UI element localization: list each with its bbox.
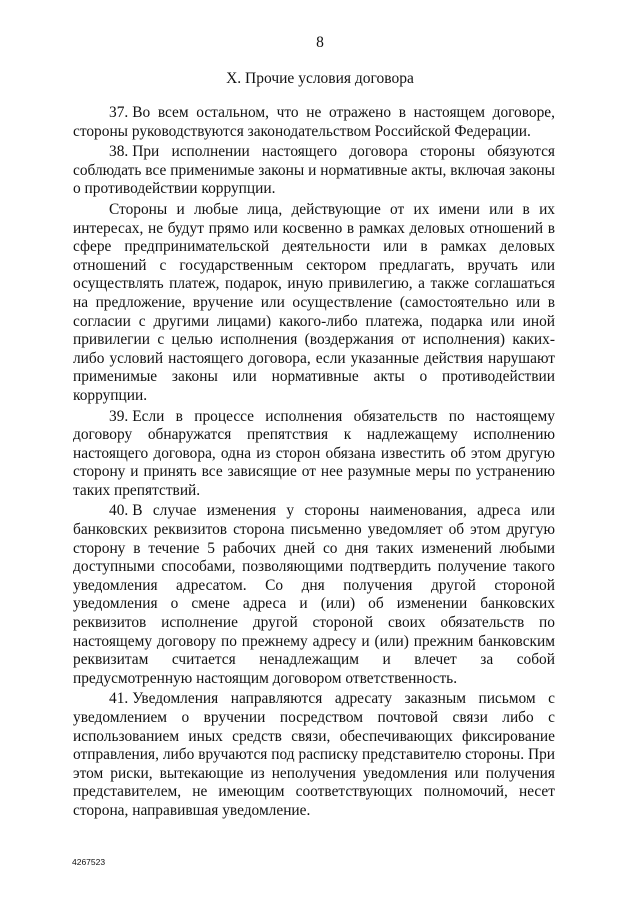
section-title: X. Прочие условия договора <box>226 70 414 87</box>
clause-text: При исполнении настоящего договора стороны обязуются соблюдать все применимые законы и нормативные акты, включая законы о противодействии коррупции. <box>73 143 555 198</box>
clause-number: 40. <box>109 502 129 520</box>
clause-text: Во всем остальном, что не отражено в настоящем договоре, стороны руководствуются законодательством Российской Федерации. <box>73 104 555 140</box>
clause-39 <box>73 408 555 501</box>
clause-38-continuation <box>73 201 555 406</box>
clause-38 <box>73 143 555 199</box>
document-body <box>73 104 555 823</box>
clause-number: 41. <box>109 690 129 708</box>
clause-number: 38. <box>109 143 129 161</box>
document-code: 4267523 <box>72 857 106 867</box>
clause-text: Стороны и любые лица, действующие от их имени или в их интересах, не будут прямо или косвенно в рамках деловых отношений в сфере предпринимательской деятельности или в рамках деловых отношений с государственным сектором предлагать, вручать или осуществлять платеж, подарок, иную привилегию, а также соглашаться на предложение, вручение или осуществление (самостоятельно или в согласии с другими лицами) какого-либо платежа, подарка или иной привилегии с целью исполнения (воздержания от исполнения) каких-либо условий настоящего договора, если указанные действия нарушают применимые законы или нормативные акты о противодействии коррупции. <box>73 200 555 404</box>
clause-40 <box>73 502 555 688</box>
clause-number: 37. <box>109 104 129 121</box>
clause-number: 39. <box>109 407 129 425</box>
clause-37 <box>73 104 555 141</box>
page-number: 8 <box>316 34 324 51</box>
clause-text: Уведомления направляются адресату заказным письмом с уведомлением о вручении посредством почтовой связи либо с использованием иных средств связи, обеспечивающих фиксирование отправления, либо вручаются под расписку представителю стороны. При этом риски, вытекающие из неполучения уведомления или получения представителем, не имеющим соответствующих полномочий, несет сторона, направившая уведомление. <box>73 690 555 819</box>
clause-text: Если в процессе исполнения обязательств по настоящему договору обнаружатся препятствия к надлежащему исполнению настоящего договора, одна из сторон обязана известить об этом другую сторону и принять все зависящие от нее разумные меры по устранению таких препятствий. <box>73 407 555 499</box>
clause-41 <box>73 690 555 820</box>
clause-text: В случае изменения у стороны наименования, адреса или банковских реквизитов сторона письменно уведомляет об этом другую сторону в течение 5 рабочих дней со дня таких изменений любыми доступными способами, позволяющими подтвердить получение такого уведомления адресатом. Со дня получения другой стороной уведомления о смене адреса и (или) об изменении банковских реквизитов исполнение другой стороной своих обязательств по настоящему договору по прежнему адресу и (или) прежним банковским реквизитам считается ненадлежащим и влечет за собой предусмотренную настоящим договором ответственность. <box>73 502 555 687</box>
